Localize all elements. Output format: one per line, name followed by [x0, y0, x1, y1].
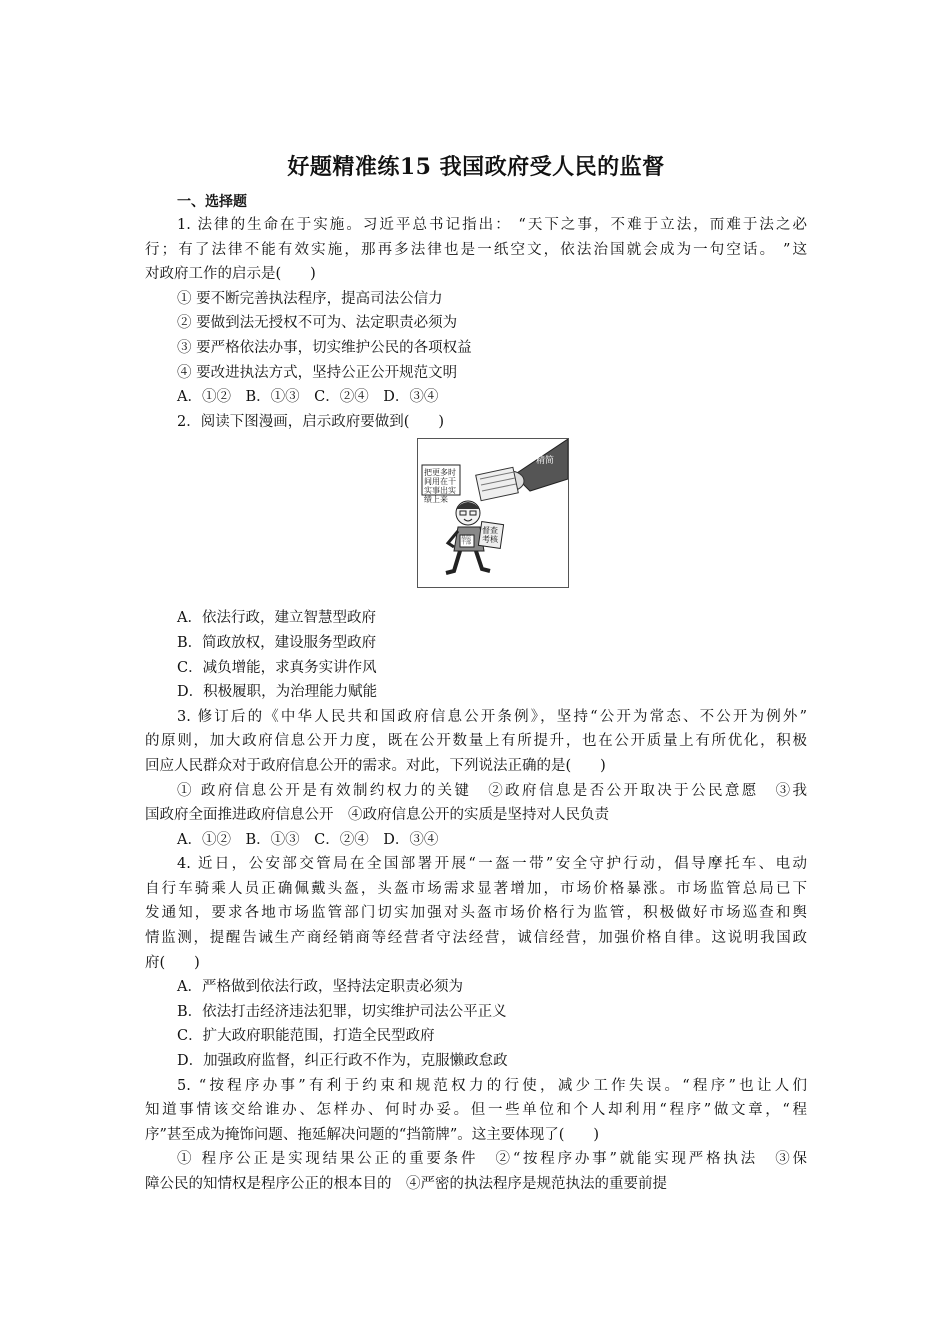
q4-option-b: B．依法打击经济违法犯罪，切实维护司法公平正义	[177, 1003, 507, 1020]
q5-option-line: ① 程序公正是实现结果公正的重要条件 ②“按程序办事”就能实现严格执法 ③保	[177, 1151, 807, 1168]
cartoon-papers-text: 督查考核	[482, 526, 498, 545]
question-3	[145, 705, 807, 853]
cartoon-sleeve-text: 精简	[536, 456, 555, 467]
q1-choices: A．①② B．①③ C．②④ D．③④	[177, 389, 439, 406]
q1-stem-line: 1. 法律的生命在于实施。习近平总书记指出： “天下之事，不难于立法，而难于法之必	[177, 217, 807, 233]
q1-option: ③ 要严格依法办事，切实维护公民的各项权益	[177, 339, 472, 356]
section-heading: 一、选择题	[177, 194, 247, 210]
cartoon-badge-text: 基层干部	[461, 535, 472, 547]
q2-option-d: D．积极履职，为治理能力赋能	[177, 684, 378, 701]
q3-choices: A．①② B．①③ C．②④ D．③④	[177, 831, 439, 848]
question-1	[145, 213, 807, 410]
q2-option-b: B．简政放权，建设服务型政府	[177, 634, 377, 651]
q4-stem-line: 4. 近日，公安部交管局在全国部署开展“一盔一带”安全守护行动，倡导摩托车、电动	[177, 856, 807, 873]
q1-stem-line: 对政府工作的启示是( )	[145, 266, 316, 283]
document-page	[145, 150, 807, 1197]
q3-option-line: 国政府全面推进政府信息公开 ④政府信息公开的实质是坚持对人民负责	[145, 807, 609, 824]
q4-stem-line: 发通知，要求各地市场监管部门切实加强对头盔市场价格行为监管，积极做好市场巡查和舆	[145, 905, 807, 922]
q3-stem-line: 回应人民群众对于政府信息公开的需求。对此，下列说法正确的是( )	[145, 757, 606, 774]
q3-stem-line: 3. 修订后的《中华人民共和国政府信息公开条例》，坚持“公开为常态、不公开为例外”	[177, 708, 807, 725]
q1-stem-line: 行；有了法律不能有效实施，那再多法律也是一纸空文，依法治国就会成为一句空话。 ”这	[145, 241, 807, 258]
question-4	[145, 852, 807, 1073]
q4-stem-line: 自行车骑乘人员正确佩戴头盔，头盔市场需求显著增加，市场价格暴涨。市场监管总局已下	[145, 880, 807, 897]
q4-option-a: A．严格做到依法行政，坚持法定职责必须为	[177, 979, 463, 996]
cartoon-figure	[417, 438, 569, 588]
q5-stem-line: 序”甚至成为掩饰问题、拖延解决问题的“挡箭牌”。这主要体现了( )	[145, 1126, 600, 1143]
q2-stem: 2．阅读下图漫画，启示政府要做到( )	[177, 413, 445, 430]
q1-option: ② 要做到法无授权不可为、法定职责必须为	[177, 315, 458, 332]
page-title: 好题精准练15 我国政府受人民的监督	[287, 154, 665, 180]
cartoon-sign-text: 把更多时间用在干实事出实绩上来	[424, 468, 456, 505]
q2-option-c: C．减负增能，求真务实讲作风	[177, 659, 377, 676]
q1-option: ④ 要改进执法方式，坚持公正公开规范文明	[177, 364, 458, 381]
q4-option-c: C．扩大政府职能范围，打造全民型政府	[177, 1028, 435, 1045]
q5-stem-line: 5. “按程序办事”有利于约束和规范权力的行使，减少工作失误。“程序”也让人们	[177, 1077, 807, 1094]
q1-option: ① 要不断完善执法程序，提高司法公信力	[177, 290, 443, 307]
q5-stem-line: 知道事情该交给谁办、怎样办、何时办妥。但一些单位和个人却利用“程序”做文章，“程	[145, 1102, 807, 1119]
q4-stem-line: 府( )	[145, 954, 200, 971]
q3-stem-line: 的原则，加大政府信息公开力度，既在公开数量上有所提升，也在公开质量上有所优化，积极	[145, 733, 807, 750]
q5-option-line: 障公民的知情权是程序公正的根本目的 ④严密的执法程序是规范执法的重要前提	[145, 1176, 667, 1192]
q3-option-line: ① 政府信息公开是有效制约权力的关键 ②政府信息是否公开取决于公民意愿 ③我	[177, 782, 807, 799]
q4-option-d: D．加强政府监督，纠正行政不作为，克服懒政怠政	[177, 1053, 508, 1070]
q4-stem-line: 情监测，提醒告诫生产商经销商等经营者守法经营，诚信经营，加强价格自律。这说明我国政	[145, 930, 807, 947]
question-2	[145, 410, 807, 705]
question-5	[145, 1074, 807, 1197]
q2-option-a: A．依法行政，建立智慧型政府	[177, 610, 376, 627]
